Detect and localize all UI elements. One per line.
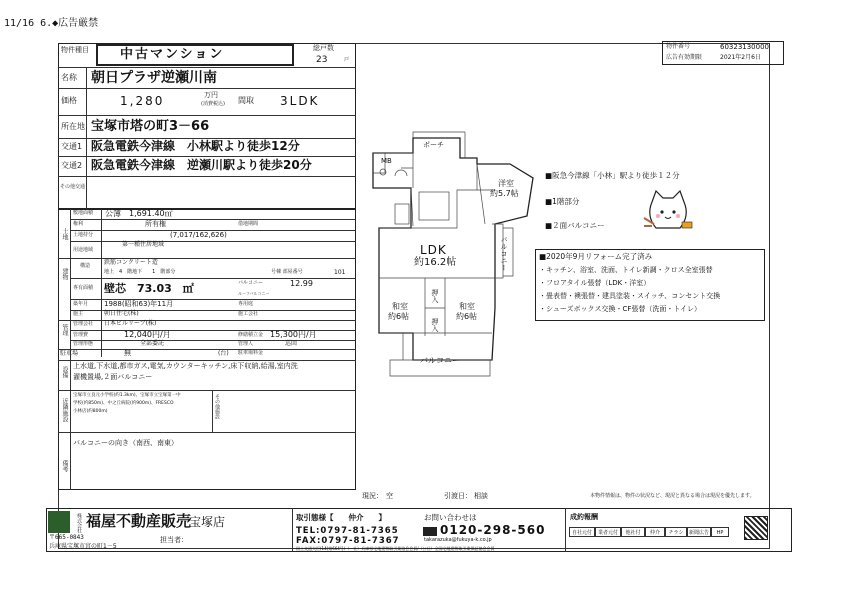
chip-other: 他社付 (621, 527, 645, 537)
land-share: (7,017/162,626) (170, 231, 227, 239)
closet1-label: 押入 (431, 289, 439, 303)
nearby-line1: 宝塚市立良元小学校(約1.3km)、宝塚市立宝塚第一中 (73, 393, 181, 398)
repair-label: 修繕積立金 (238, 332, 264, 338)
mgmt-staff-label: 管理人 (238, 341, 254, 347)
units-unit: 戸 (344, 57, 350, 63)
feature-floor: ■1階部分 (545, 197, 580, 206)
current-value: 空 (386, 492, 393, 500)
mgmt-staff: 巡回 (285, 340, 298, 347)
built-value: 1988(昭和63)年11月 (104, 300, 174, 308)
land-share-label: 土地持分 (73, 232, 94, 238)
equipment-text2: 濯機置場,２面バルコニー (73, 373, 153, 381)
parking-value: 無 (124, 349, 131, 357)
chip-hp: HP (711, 527, 729, 537)
price-tax: (消費税込) (201, 101, 225, 107)
traffic2-label: 交通2 (61, 161, 83, 170)
feature-station: ■阪急今津線「小林」駅より徒歩１２分 (545, 171, 680, 180)
traffic1-label: 交通1 (61, 142, 83, 151)
traffic1-value: 阪急電鉄今津線 小林駅より徒歩12分 (91, 139, 300, 153)
free-dial-icon (423, 527, 437, 536)
free-dial-number: 0120-298-560 (440, 523, 546, 537)
remarks-text: バルコニーの向き（南西、南東） (73, 439, 178, 447)
room-west-size: 約5.7帖 (490, 189, 519, 198)
license: 国土交通大臣(14)第664号/（一社）兵庫県宅地建物取引業協会会員/（公社）全国宅地建物取引業保証協会会員 (296, 546, 495, 551)
nearby-line2: 学校(約850m)、中之丘病院(約900m)、FRESCO (73, 401, 174, 406)
room-j1-size: 約6帖 (388, 312, 410, 321)
id-value: 60323130000 (720, 43, 769, 51)
chip-own: 自社元付 (569, 527, 595, 537)
chip-newspaper: 新聞広告 (687, 527, 711, 537)
qr-code-icon (744, 516, 768, 540)
ldk-label: LDK (420, 243, 447, 257)
person-label: 担当者： (160, 536, 188, 544)
building-section: 建物 (61, 268, 68, 280)
builder-value: 朝日住宅(株) (104, 310, 139, 317)
reform-item-4: ・シューズボックス交換・CF張替（洗面・トイレ） (539, 305, 702, 313)
ldk-size: 約16.2帖 (414, 257, 457, 268)
garden-label: 専用庭 (238, 301, 254, 307)
land-area-label: 敷地面積 (73, 210, 94, 216)
nearby-label: 近隣施設 (61, 398, 68, 422)
built-label: 築年月 (73, 301, 89, 307)
other-facility-label: その他施設 (214, 394, 220, 419)
land-rights: 所有権 (145, 220, 166, 228)
room-j2-label: 和室 (459, 302, 475, 311)
porch-label: ポーチ (423, 141, 444, 149)
zoning-value: 第一種住居地域 (122, 241, 165, 248)
balcony-area: 12.99 (290, 279, 313, 288)
postal-code: 〒665-0843 (49, 534, 84, 541)
email: takarazuka@fukuya-k.co.jp (424, 537, 492, 543)
lease-label: 借地期間 (238, 221, 259, 227)
property-address: 宝塚市塔の町3－66 (91, 119, 210, 134)
property-type: 中古マンション (120, 47, 225, 62)
floors-value: 地上 4 階地下 1 階部分 (104, 269, 176, 275)
free-dial-label: お問い合わせは (424, 513, 477, 522)
mgmt-form-label: 管理形態 (73, 341, 94, 347)
cat-mascot-icon (640, 188, 696, 238)
property-name: 朝日プラザ逆瀬川南 (91, 70, 217, 86)
land-rights-label: 権利 (73, 221, 84, 227)
layout-label: 間取 (238, 96, 254, 105)
room-j1-label: 和室 (392, 302, 408, 311)
mgmt-company: 日本ビルリーブ(株) (104, 320, 157, 327)
company-prefix: 株式会社 (76, 513, 82, 533)
parking-fee-label: 駐車場料金 (238, 350, 264, 356)
parking-label: 駐車場 (60, 350, 79, 357)
repair-fee: 15,300円/月 (270, 330, 317, 339)
reform-item-3: ・畳表替・襖張替・建具塗装・スイッチ、コンセント交換 (539, 292, 721, 300)
structure-label: 構造 (80, 263, 91, 269)
bottom-balcony-label: バルコニー (420, 356, 460, 365)
chip-broker: 業者元付 (595, 527, 621, 537)
company-logo-icon (48, 511, 70, 533)
agent-type: 取引態様【 仲介 】 (296, 513, 386, 522)
equipment-text1: 上水道,下水道,都市ガス,電気,カウンターキッチン,床下収納,給湯,室内洗 (73, 362, 298, 370)
floor-plan (355, 128, 540, 378)
reform-item-2: ・フロアタイル張替（LDK・洋室） (539, 279, 651, 287)
expiry-label: 広告有効期限 (666, 54, 703, 61)
disclaimer: 本物件情報は、物件の状況など、現況と異なる場合は現況を優先します。 (590, 493, 755, 499)
reform-title: ■2020年9月リフォーム完了済み (539, 252, 653, 261)
chip-flyer: チラシ (665, 527, 687, 537)
current-label: 現況： (362, 492, 383, 500)
equipment-label: 設備 (61, 366, 68, 378)
roof-label: ルーフバルコニー (238, 291, 270, 296)
mgmt-company-label: 管理会社 (73, 321, 94, 327)
zoning-label: 用途地域 (73, 247, 94, 253)
side-balcony-label: バルコニー (500, 236, 508, 271)
room-j2-size: 約6帖 (456, 312, 478, 321)
traffic2-value: 阪急電鉄今津線 逆瀬川駅より徒歩20分 (91, 158, 312, 172)
layout-value: 3LDK (280, 94, 320, 108)
room-no: 101 (334, 269, 346, 276)
name-label: 名称 (61, 73, 77, 82)
id-label: 物件番号 (666, 43, 691, 50)
expiry-value: 2021年2月6日 (720, 54, 761, 61)
price-unit: 万円 (204, 91, 218, 99)
parking-unit: (台) (218, 350, 229, 357)
builder-label: 施主 (73, 311, 84, 317)
other-traffic-label: その他交通 (60, 184, 86, 190)
units-value: 23 (316, 55, 328, 65)
mb-label: MB (381, 157, 392, 165)
private-area: 壁芯 73.03 ㎡ (104, 282, 194, 295)
private-area-label: 専有面積 (73, 285, 94, 291)
tel-number: TEL:0797-81-7365 (296, 526, 399, 536)
fee-table-label: 成約報酬 (570, 513, 598, 521)
units-label: 総戸数 (313, 44, 334, 52)
land-section: 土地 (61, 228, 68, 240)
header-note: 11/16 6.◆広告厳禁 (4, 18, 99, 29)
room-no-label: 号棟 部屋番号 (271, 269, 303, 275)
feature-balcony: ■２面バルコニー (545, 221, 605, 230)
contractor-label: 施工会社 (238, 311, 259, 317)
address-label: 所在地 (61, 122, 85, 131)
mgmt-fee-label: 管理費 (73, 332, 89, 338)
management-section: 管理 (61, 324, 68, 336)
mgmt-form: 全部委託 (140, 340, 165, 347)
balcony-area-label: バルコニー (238, 280, 264, 286)
handover-value: 相談 (474, 492, 488, 500)
price-label: 価格 (61, 96, 77, 105)
type-label: 物件種目 (61, 46, 89, 54)
company-branch: 宝塚店 (189, 515, 226, 529)
company-name: 福屋不動産販売 (86, 512, 192, 530)
closet2-label: 押入 (431, 318, 439, 332)
price-value: 1,280 (120, 94, 165, 108)
land-area: 公簿 1,691.40㎡ (105, 209, 173, 218)
fax-number: FAX:0797-81-7367 (296, 536, 400, 546)
chip-agent: 仲介 (645, 527, 665, 537)
mgmt-fee: 12,040円/月 (124, 330, 171, 339)
nearby-line3: 小林店(約800m) (73, 409, 108, 414)
remarks-label: 備考 (61, 460, 68, 472)
structure-value: 鉄筋コンクリート造 (104, 259, 158, 266)
room-west-label: 洋室 (498, 179, 514, 188)
handover-label: 引渡日： (444, 492, 472, 500)
reform-item-1: ・キッチン、浴室、洗面、トイレ新調・クロス全室張替 (539, 266, 713, 274)
company-address: 兵庫県宝塚市宮の町1－5 (49, 543, 117, 550)
